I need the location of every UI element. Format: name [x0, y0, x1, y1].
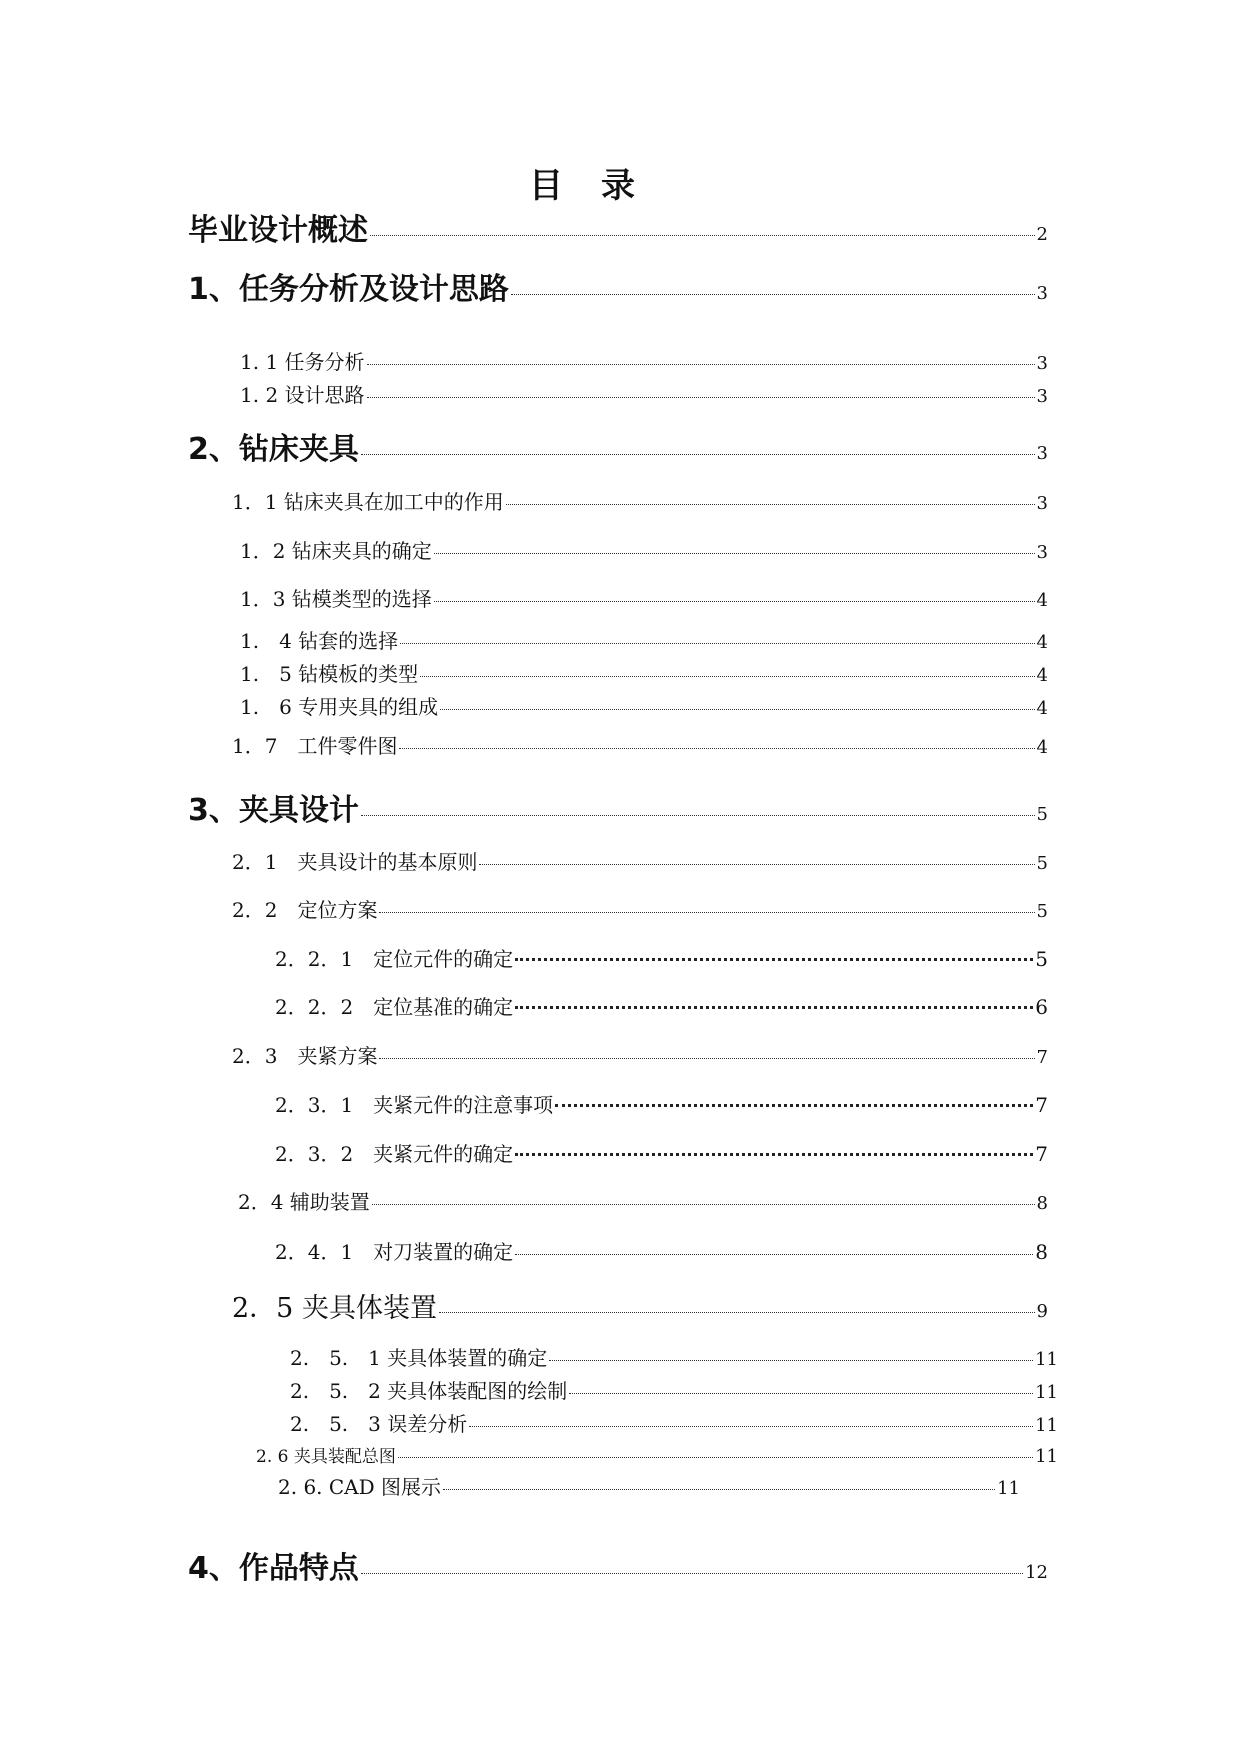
toc-entry-page: 3 [1036, 283, 1048, 304]
toc-entry-page: 8 [1035, 1240, 1048, 1264]
dot-leader [372, 1204, 1035, 1205]
dot-leader [569, 1393, 1033, 1394]
toc-entry-page: 11 [997, 1478, 1020, 1499]
toc-entry-page: 8 [1036, 1193, 1048, 1214]
toc-entry[interactable] [240, 658, 1048, 687]
dot-leader [399, 748, 1034, 749]
toc-entry-label: 2．3 夹紧方案 [232, 1044, 378, 1068]
toc-entry-page: 3 [1036, 493, 1048, 514]
toc-entry[interactable] [275, 943, 1048, 972]
toc-entry-page: 11 [1035, 1349, 1058, 1370]
dot-leader [469, 1426, 1033, 1427]
toc-entry-page: 3 [1036, 542, 1048, 563]
dot-leader [549, 1360, 1033, 1361]
toc-entry-page: 7 [1035, 1093, 1048, 1117]
dot-leader [515, 958, 1033, 961]
toc-entry-page: 4 [1036, 665, 1048, 686]
dot-leader [370, 235, 1035, 236]
toc-entry[interactable] [290, 1342, 1058, 1371]
toc-entry-label: 1．1 钻床夹具在加工中的作用 [232, 490, 504, 514]
toc-entry-label: 2．2 定位方案 [232, 898, 378, 922]
toc-entry-label: 1．2 钻床夹具的确定 [240, 539, 432, 563]
toc-entry-label: 1. 4 钻套的选择 [240, 629, 399, 653]
toc-entry-label: 4、作品特点 [188, 1551, 359, 1586]
dot-leader [555, 1104, 1033, 1107]
toc-entry-label: 2. 5. 3 误差分析 [290, 1412, 468, 1436]
toc-entry[interactable] [238, 1186, 1048, 1215]
toc-entry-page: 4 [1036, 632, 1048, 653]
toc-entry[interactable] [240, 379, 1048, 408]
dot-leader [361, 815, 1035, 816]
toc-entry-label: 2．3．2 夹紧元件的确定 [275, 1142, 514, 1166]
toc-entry[interactable] [240, 691, 1048, 720]
toc-entry-page: 4 [1036, 698, 1048, 719]
dot-leader [420, 676, 1034, 677]
toc-entry-label: 1．7 工件零件图 [232, 734, 398, 758]
toc-entry[interactable] [278, 1471, 1020, 1500]
toc-entry[interactable] [290, 1408, 1058, 1437]
toc-entry-label: 3、夹具设计 [188, 793, 359, 828]
toc-entry[interactable] [275, 1138, 1048, 1167]
toc-entry-label: 2. 6 夹具装配总图 [256, 1447, 396, 1467]
dot-leader [379, 1058, 1034, 1059]
toc-entry[interactable] [240, 625, 1048, 654]
toc-entry[interactable] [232, 846, 1048, 875]
dot-leader [439, 1312, 1035, 1313]
toc-entry[interactable] [240, 535, 1048, 564]
toc-entry-page: 12 [1025, 1562, 1048, 1583]
toc-entry-page: 4 [1036, 590, 1048, 611]
dot-leader [479, 864, 1034, 865]
toc-entry-page: 11 [1035, 1446, 1058, 1467]
dot-leader [400, 643, 1034, 644]
toc-entry-label: 2．3．1 夹紧元件的注意事项 [275, 1093, 554, 1117]
toc-entry[interactable] [188, 205, 1048, 249]
dot-leader [379, 912, 1034, 913]
toc-entry-page: 9 [1036, 1301, 1048, 1322]
toc-entry-page: 11 [1035, 1415, 1058, 1436]
toc-entry[interactable] [188, 785, 1048, 829]
toc-entry-label: 2．2．1 定位元件的确定 [275, 947, 514, 971]
toc-entry[interactable] [232, 730, 1048, 759]
dot-leader [398, 1457, 1033, 1458]
dot-leader [434, 553, 1035, 554]
toc-entry-label: 2．4．1 对刀装置的确定 [275, 1240, 514, 1264]
toc-entry[interactable] [240, 583, 1048, 612]
toc-entry[interactable] [275, 1236, 1048, 1265]
dot-leader [511, 294, 1035, 295]
dot-leader [367, 364, 1035, 365]
toc-entry-page: 3 [1036, 353, 1048, 374]
toc-entry-label: 1. 2 设计思路 [240, 383, 365, 407]
toc-entry-label: 2、钻床夹具 [188, 432, 359, 467]
dot-leader [515, 1006, 1033, 1009]
toc-entry-page: 5 [1036, 804, 1048, 825]
toc-entry-page: 5 [1036, 901, 1048, 922]
dot-leader [515, 1153, 1033, 1156]
toc-entry-page: 4 [1036, 737, 1048, 758]
dot-leader [443, 1489, 995, 1490]
toc-entry-label: 2. 5. 2 夹具体装配图的绘制 [290, 1379, 568, 1403]
toc-entry-page: 7 [1036, 1047, 1048, 1068]
toc-title: 目 录 [529, 166, 637, 206]
toc-entry-label: 2．2．2 定位基准的确定 [275, 995, 514, 1019]
toc-entry-label: 1. 1 任务分析 [240, 350, 365, 374]
toc-entry-label: 1. 5 钻模板的类型 [240, 662, 419, 686]
dot-leader [434, 601, 1035, 602]
dot-leader [515, 1254, 1033, 1255]
toc-entry-page: 5 [1036, 853, 1048, 874]
toc-entry-page: 7 [1035, 1142, 1048, 1166]
dot-leader [361, 1573, 1023, 1574]
toc-entry[interactable] [275, 1089, 1048, 1118]
toc-entry-page: 3 [1036, 443, 1048, 464]
toc-entry[interactable] [188, 424, 1048, 468]
dot-leader [361, 454, 1035, 455]
toc-entry-page: 6 [1035, 995, 1048, 1019]
toc-entry-page: 5 [1035, 947, 1048, 971]
toc-entry-page: 2 [1036, 224, 1048, 245]
toc-entry[interactable] [188, 264, 1048, 308]
dot-leader [506, 504, 1035, 505]
toc-entry[interactable] [256, 1442, 1058, 1467]
toc-entry-label: 2．5 夹具体装置 [232, 1293, 437, 1324]
toc-entry[interactable] [232, 1286, 1048, 1325]
toc-entry[interactable] [232, 486, 1048, 515]
toc-entry[interactable] [240, 346, 1048, 375]
toc-entry[interactable] [290, 1375, 1058, 1404]
toc-entry-label: 毕业设计概述 [188, 213, 368, 248]
toc-entry[interactable] [232, 1040, 1048, 1069]
toc-entry-label: 2. 5. 1 夹具体装置的确定 [290, 1346, 548, 1370]
toc-entry-page: 3 [1036, 386, 1048, 407]
toc-entry-label: 2. 6. CAD 图展示 [278, 1475, 442, 1499]
toc-entry-label: 1. 6 专用夹具的组成 [240, 695, 439, 719]
toc-entry[interactable] [188, 1543, 1048, 1587]
toc-entry-page: 11 [1035, 1382, 1058, 1403]
toc-entry-label: 1．3 钻模类型的选择 [240, 587, 432, 611]
toc-entry[interactable] [275, 991, 1048, 1020]
dot-leader [367, 397, 1035, 398]
dot-leader [440, 709, 1034, 710]
toc-entry-label: 2．4 辅助装置 [238, 1190, 370, 1214]
toc-entry-label: 1、任务分析及设计思路 [188, 272, 509, 307]
toc-entry-label: 2．1 夹具设计的基本原则 [232, 850, 478, 874]
toc-entry[interactable] [232, 894, 1048, 923]
